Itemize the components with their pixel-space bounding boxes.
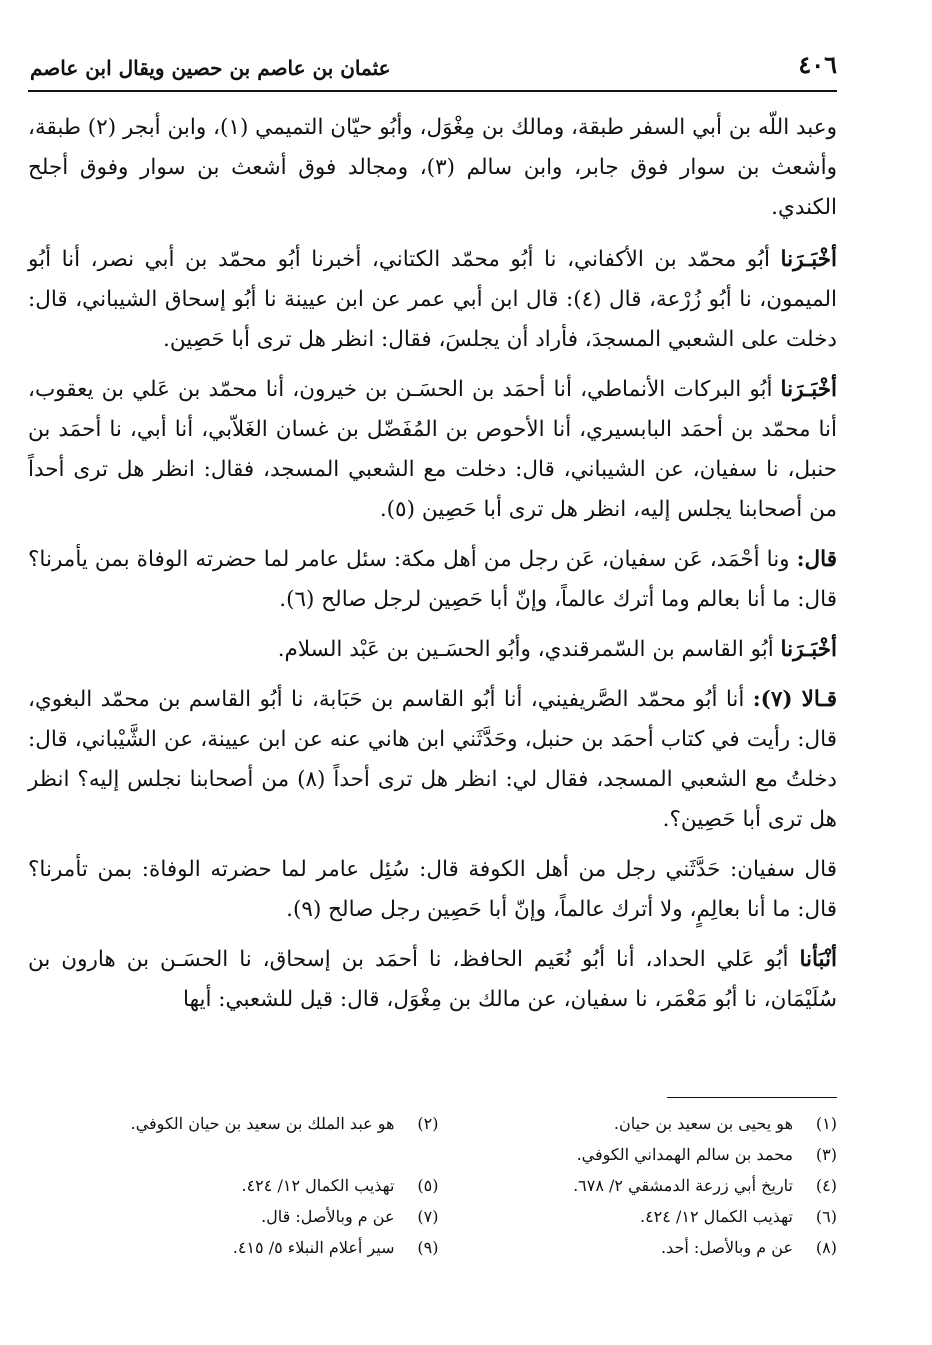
footnote-number: (٥) (417, 1176, 439, 1195)
paragraph-text: أنا أبُو محمّد الصَّريفيني، أنا أبُو القاسم بن حَبَابة، نا أبُو القاسم بن محمّد البغوي، قال: رأيت في كتاب أحمَد بن حنبل، وحَدَّثَني ابن هاني عنه عن ابن عيينة، عن الشَّيْباني، قال: دخلتُ مع الشعبي المسجد، فقال لي: انظر هل ترى أحداً (٨) من أصحابنا نجلس إليه؟ انظر هل ترى أبا حَصِين؟. (28, 687, 837, 832)
paragraph-text: قال سفيان: حَدَّثَني رجل من أهل الكوفة قال: سُئِل عامر لما حضرته الوفاة: بمن تأمرنا؟ قال: ما أنا بعالِمٍ، ولا أترك عالماً، وإنّ أبا حَصِين رجل صالح (٩). (28, 857, 837, 922)
footnote-6 (439, 1201, 838, 1232)
paragraph-text: أبُو عَلي الحداد، أنا أبُو نُعَيم الحافظ، نا أحمَد بن إسحاق، نا الحسَـن بن هارون بن سُلَيْمَان، نا أبُو مَعْمَر، نا سفيان، عن مالك بن مِغْوَل، قال: قيل للشعبي: أيها (28, 947, 837, 1012)
narration-keyword: أنْبَأنا (799, 947, 837, 972)
footnote-number: (٩) (417, 1238, 439, 1257)
footnote-separator (667, 1097, 837, 1098)
paragraph-3 (28, 370, 837, 530)
paragraph-8 (28, 940, 837, 1020)
paragraph-4 (28, 540, 837, 620)
footnote-8 (439, 1232, 838, 1263)
footnote-number: (٣) (815, 1145, 837, 1164)
footnote-number: (٧) (417, 1207, 439, 1226)
main-text (28, 108, 837, 1030)
footnote-number: (٤) (815, 1176, 837, 1195)
paragraph-7 (28, 850, 837, 930)
footnote-text: هو يحيى بن سعيد بن حيان. (613, 1114, 793, 1133)
paragraph-text: أبُو محمّد بن الأكفاني، نا أبُو محمّد الكتاني، أخبرنا أبُو محمّد بن أبي نصر، أنا أبُو الميمون، نا أبُو زُرْعة، قال (٤): قال ابن أبي عمر عن ابن عيينة نا أبُو إسحاق الشيباني، قال: دخلت على الشعبي المسجدَ، فأراد أن يجلسَ، فقال: انظر هل ترى أبا حَصِين. (28, 247, 837, 352)
footnote-number: (٦) (815, 1207, 837, 1226)
footnote-text: محمد بن سالم الهمداني الكوفي. (576, 1145, 793, 1164)
footnote-number: (٢) (417, 1114, 439, 1133)
narration-keyword: أخْبَـرَنا (780, 247, 837, 272)
paragraph-text: وعبد اللّه بن أبي السفر طبقة، ومالك بن مِغْوَل، وأبُو حيّان التميمي (١)، وابن أبجر (٢) طبقة، وأشعث بن سوار فوق جابر، وابن سالم (٣)، ومجالد فوق أشعث بن سوار وفوق أجلح الكندي. (28, 115, 838, 220)
footnote-row (40, 1232, 837, 1263)
footnote-row (40, 1139, 837, 1170)
paragraph-text: أبُو البركات الأنماطي، أنا أحمَد بن الحسَـن بن خيرون، أنا محمّد بن عَلي بن يعقوب، أنا محمّد بن أحمَد البابسيري، أنا الأحوص بن المُفَضّل بن غسان الغَلاّبي، أنا أبي، نا أحمَد بن حنبل، نا سفيان، عن الشيباني، قال: دخلت مع الشعبي المسجد، فقال: انظر هل ترى أحداً من أصحابنا يجلس إليه، انظر هل ترى أبا حَصِين (٥). (28, 377, 837, 522)
header-rule (28, 90, 837, 92)
paragraph-text: ونا أحْمَد، عَن سفيان، عَن رجل من أهل مكة: سئل عامر لما حضرته الوفاة بمن يأمرنا؟ قال: ما أنا بعالم وما أترك عالماً، وإنّ أبا حَصِين لرجل صالح (٦). (28, 547, 837, 612)
narration-keyword: قال: (796, 547, 837, 572)
footnote-row (40, 1170, 837, 1201)
paragraph-text: أبُو القاسم بن السّمرقندي، وأبُو الحسَـين بن عَبْد السلام. (277, 637, 774, 662)
narration-keyword: قـالا (٧): (752, 687, 838, 712)
narration-keyword: أخْبَـرَنا (780, 637, 837, 662)
paragraph-5 (28, 630, 837, 670)
footnote-number: (١) (815, 1114, 837, 1133)
footnote-number: (٨) (815, 1238, 837, 1257)
paragraph-2 (28, 240, 837, 360)
footnotes (40, 1108, 837, 1263)
narration-keyword: أخْبَـرَنا (780, 377, 837, 402)
running-header (30, 48, 837, 88)
paragraph-6 (28, 680, 837, 840)
footnote-text: هو عبد الملك بن سعيد بن حيان الكوفي. (130, 1114, 395, 1133)
footnote-row (40, 1108, 837, 1139)
footnote-9 (40, 1232, 439, 1263)
footnote-row (40, 1201, 837, 1232)
footnote-text: عن م وبالأصل: قال. (261, 1207, 395, 1226)
paragraph-1 (28, 108, 837, 228)
footnote-text: تهذيب الكمال ١٢/ ٤٢٤. (639, 1207, 793, 1226)
header-title: عثمان بن عاصم بن حصين ويقال ابن عاصم (30, 56, 391, 80)
footnote-4 (439, 1170, 838, 1201)
footnote-2 (40, 1108, 439, 1139)
footnote-text: سير أعلام النبلاء ٥/ ٤١٥. (232, 1238, 395, 1257)
footnote-1 (439, 1108, 838, 1139)
footnote-3 (439, 1139, 838, 1170)
footnote-7 (40, 1201, 439, 1232)
footnote-text: تهذيب الكمال ١٢/ ٤٢٤. (241, 1176, 395, 1195)
footnote-text: عن م وبالأصل: أحد. (661, 1238, 793, 1257)
footnote-5 (40, 1170, 439, 1201)
page-number: ٤٠٦ (798, 50, 837, 79)
footnote-text: تاريخ أبي زرعة الدمشقي ٢/ ٦٧٨. (573, 1176, 793, 1195)
